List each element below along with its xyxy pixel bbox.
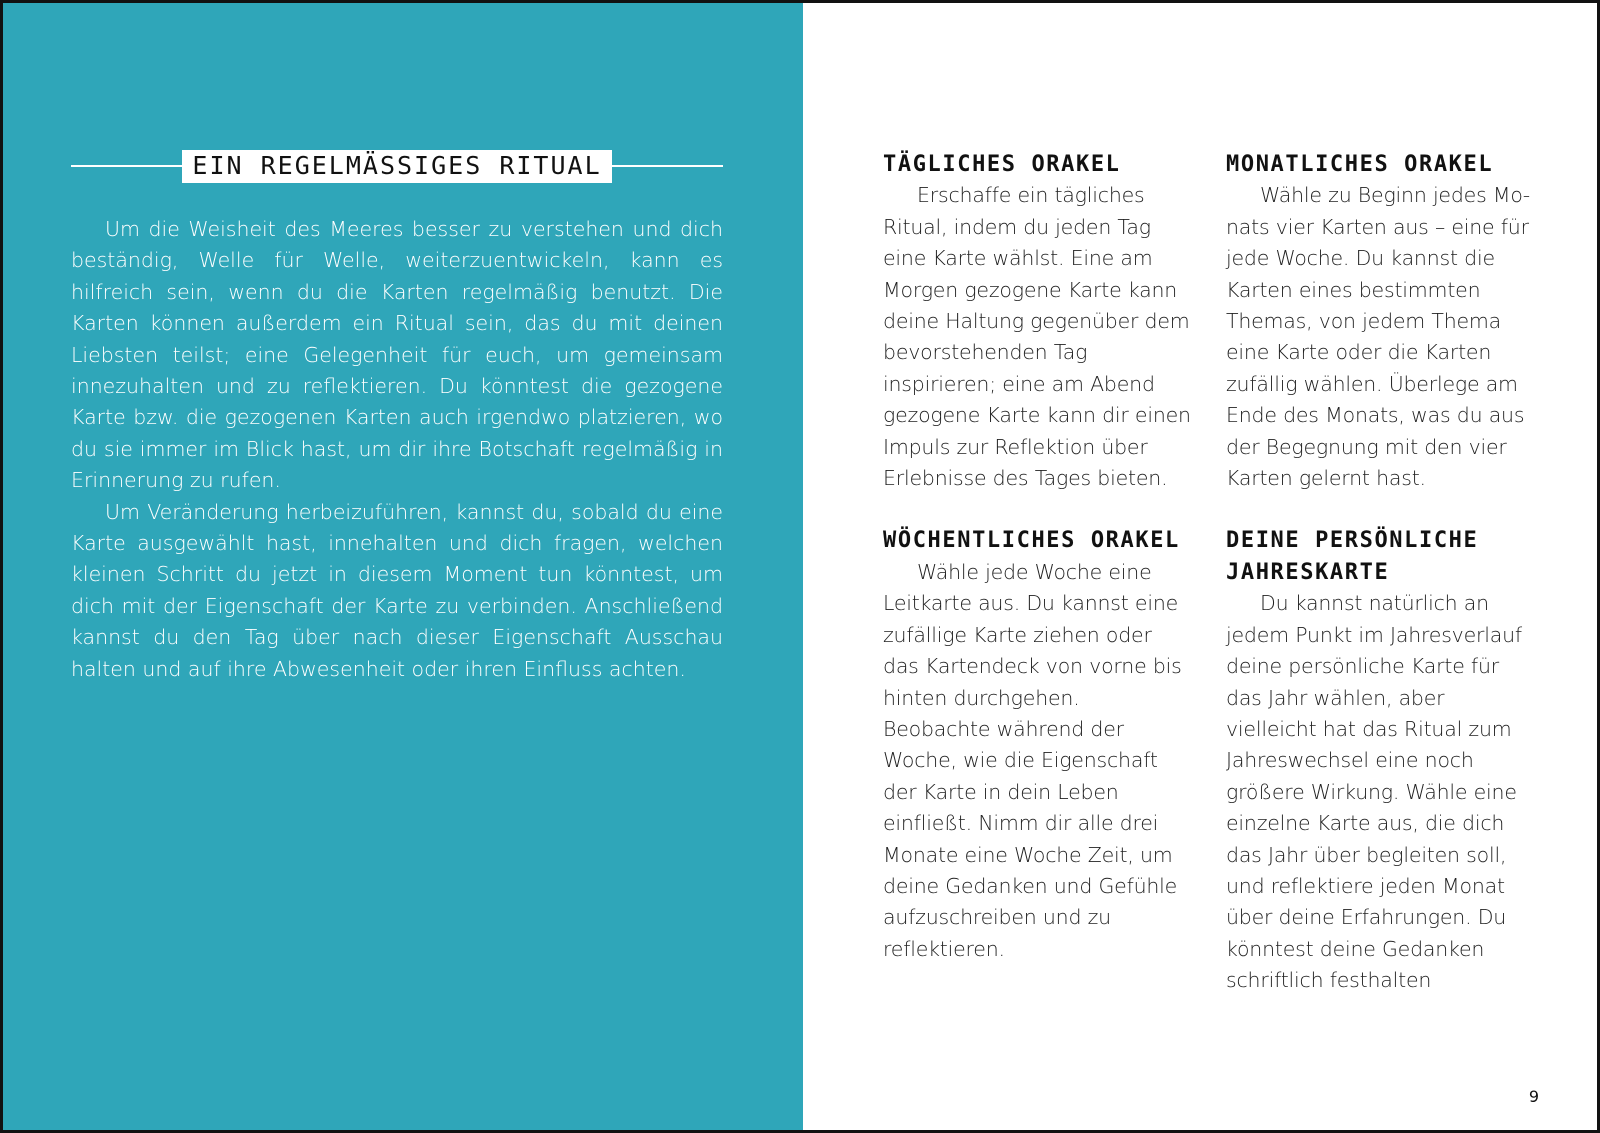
column-left — [883, 149, 1193, 965]
section-weekly-oracle — [883, 525, 1193, 965]
left-body-text — [71, 214, 723, 685]
section-body: Wähle zu Beginn jedes Monats vier Karten aus – eine für jede Woche. Du kannst die Karten eines bestimmten Themas, von jedem Thema eine Karte oder die Karten zufällig wählen. Überlege am Ende des Monats, was du aus der Begegnung mit den vier Karten gelernt hast. — [1226, 183, 1531, 491]
left-page — [3, 3, 803, 1133]
column-right — [1226, 149, 1536, 997]
paragraph: Um Veränderung herbeizuführen, kannst du, sobald du eine Karte ausgewählt hast, innehalten und dich fragen, welchen kleinen Schritt du jetzt in diesem Moment tun könntest, um dich mit der Eigenschaft der Karte zu verbinden. Anschließend kannst du den Tag über nach dieser Eigenschaft Ausschau halten und auf ihre Abwesenheit oder ihren Einfluss achten. — [71, 499, 723, 681]
section-title: DEINE PERSÖNLICHE JAHRESKARTE — [1226, 528, 1479, 585]
page-number: 9 — [1528, 1087, 1539, 1106]
section-title: MONATLICHES ORAKEL — [1226, 152, 1494, 177]
section-body: Wähle jede Woche eine Leitkarte aus. Du kannst eine zufällige Karte ziehen oder das Kartendeck von vorne bis hinten durchgehen. Beobachte während der Woche, wie die Eigenschaft der Karte in dein Leben einfließt. Nimm dir alle drei Monate eine Woche Zeit, um deine Gedanken und Gefühle aufzuschreiben und zu reflektieren. — [883, 559, 1182, 961]
section-body: Du kannst natürlich an jedem Punkt im Jahresverlauf deine persönliche Karte für das Jahr wählen, aber vielleicht hat das Ritual zum Jahreswechsel eine noch größere Wirkung. Wähle eine einzelne Karte aus, die dich das Jahr über begleiten soll, und reflektiere jeden Monat über deine Erfahrungen. Du könntest deine Gedanken schriftlich festhalten — [1226, 591, 1522, 993]
heading-rule-right — [612, 165, 723, 167]
section-yearly-card — [1226, 525, 1536, 996]
heading-rule-left — [71, 165, 182, 167]
section-body: Erschaffe ein tägliches Ritual, indem du jeden Tag eine Karte wählst. Eine am Morgen gezogene Karte kann deine Haltung gegenüber dem bevorstehenden Tag inspirieren; eine am Abend gezogene Karte kann dir einen Impuls zur Reflektion über Erlebnisse des Tages bieten. — [883, 183, 1191, 491]
section-title: WÖCHENTLICHES ORAKEL — [883, 528, 1180, 554]
section-monthly-oracle — [1226, 149, 1536, 494]
right-page — [803, 3, 1600, 1133]
page-heading: EIN REGELMÄSSIGES RITUAL — [182, 150, 611, 183]
section-title: TÄGLICHES ORAKEL — [883, 152, 1121, 177]
heading-row — [71, 149, 723, 183]
section-daily-oracle — [883, 149, 1193, 494]
paragraph: Um die Weisheit des Meeres besser zu verstehen und dich beständig, Welle für Welle, weiterzuentwickeln, kann es hilfreich sein, wenn du die Karten regelmäßig benutzt. Die Karten können außerdem ein Ritual sein, das du mit deinen Liebsten teilst; eine Gelegenheit für euch, um gemeinsam innezuhalten und zu reflektieren. Du könntest die gezogene Karte bzw. die gezogenen Karten auch irgendwo platzieren, wo du sie immer im Blick hast, um dir ihre Botschaft regelmäßig in Erinnerung zu rufen. — [71, 217, 723, 493]
